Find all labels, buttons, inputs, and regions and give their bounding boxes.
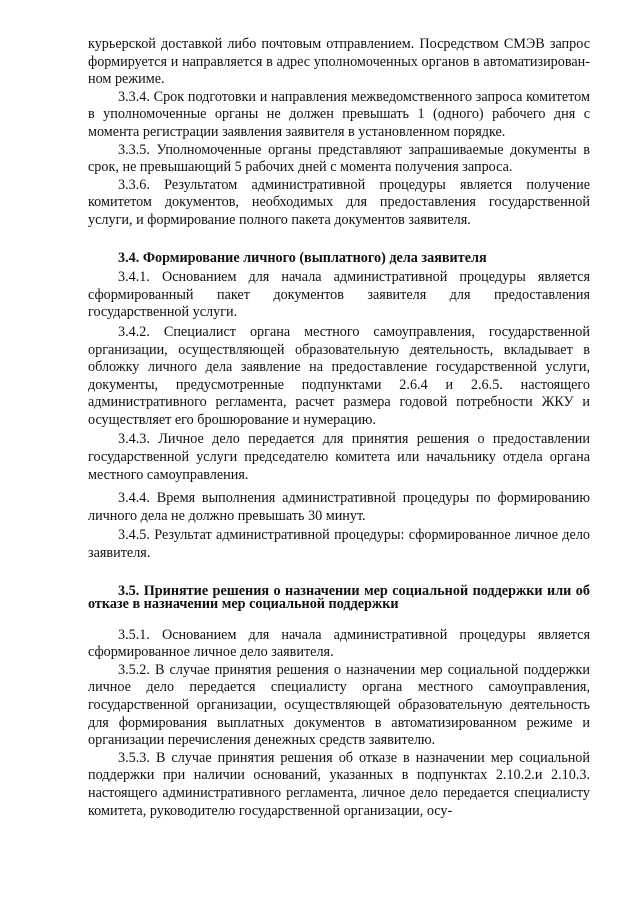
paragraph-3-4-4: 3.4.4. Время выполнения административной процедуры по формированию личного дела не должно превышать 30 минут. <box>88 490 590 524</box>
paragraph-3-5-3: 3.5.3. В случае принятия решения об отказе в назначении мер социальной поддержки при наличии оснований, указанных в подпунктах 2.10.2.и 2.10.3. настоящего административного регламента, личное дело передается специалисту комитета, руководителю государственной организации, осу- <box>88 749 590 819</box>
paragraph-3-3-4: 3.3.4. Срок подготовки и направления межведомственного запроса комитетом в уполномоченные органы не должен превышать 1 (одного) рабочего дня с момента регистрации заявления заявителя в установленном порядке. <box>88 88 590 140</box>
paragraph-3-4-3: 3.4.3. Личное дело передается для принятия решения о предоставлении государственной услуги председателю комитета или начальнику отдела органа местного самоуправления. <box>88 431 590 483</box>
document-page <box>88 36 590 820</box>
paragraph-3-3-5: 3.3.5. Уполномоченные органы представляют запрашиваемые документы в срок, не превышающий 5 рабочих дней с момента получения запроса. <box>88 141 590 176</box>
paragraph-3-5-2: 3.5.2. В случае принятия решения о назначении мер социальной поддержки личное дело передается специалисту органа местного самоуправления, государственной организации, осуществляющей образовательную деятельность для формирования выплатных документов в автоматизированном режиме и организации перечисления денежных средств заявителю. <box>88 661 590 749</box>
paragraph-3-3-6: 3.3.6. Результатом административной процедуры является получение комитетом документов, необходимых для предоставления государственной услуги, и формирование полного пакета документов заявителя. <box>88 176 590 228</box>
paragraph-3-3-3-continuation: курьерской доставкой либо почтовым отправлением. Посредством СМЭВ запрос формируется и направляется в адрес уполномоченных органов в автоматизирован-ном режиме. <box>88 36 590 88</box>
paragraph-3-4-2: 3.4.2. Специалист органа местного самоуправления, государственной организации, осуществляющей образовательную деятельность, вкладывает в обложку личного дела заявление на предоставление государственной услуги, документы, предусмотренные подпунктами 2.6.4 и 2.6.5. настоящего административного регламента, расчет размера годовой потребности ЖКУ и осуществляет его брошюрование и нумерацию. <box>88 323 590 428</box>
section-heading-3-4: 3.4. Формирование личного (выплатного) дела заявителя <box>118 249 487 266</box>
paragraph-3-5-1: 3.5.1. Основанием для начала административной процедуры является сформированное личное дело заявителя. <box>88 626 590 661</box>
paragraph-3-4-5: 3.4.5. Результат административной процедуры: сформированное личное дело заявителя. <box>88 527 590 562</box>
section-heading-3-5: 3.5. Принятие решения о назначении мер социальной поддержки или об отказе в назначении мер социальной поддержки <box>88 582 590 612</box>
paragraph-3-4-1: 3.4.1. Основанием для начала административной процедуры является сформированный пакет документов заявителя для предоставления государственной услуги. <box>88 269 590 321</box>
